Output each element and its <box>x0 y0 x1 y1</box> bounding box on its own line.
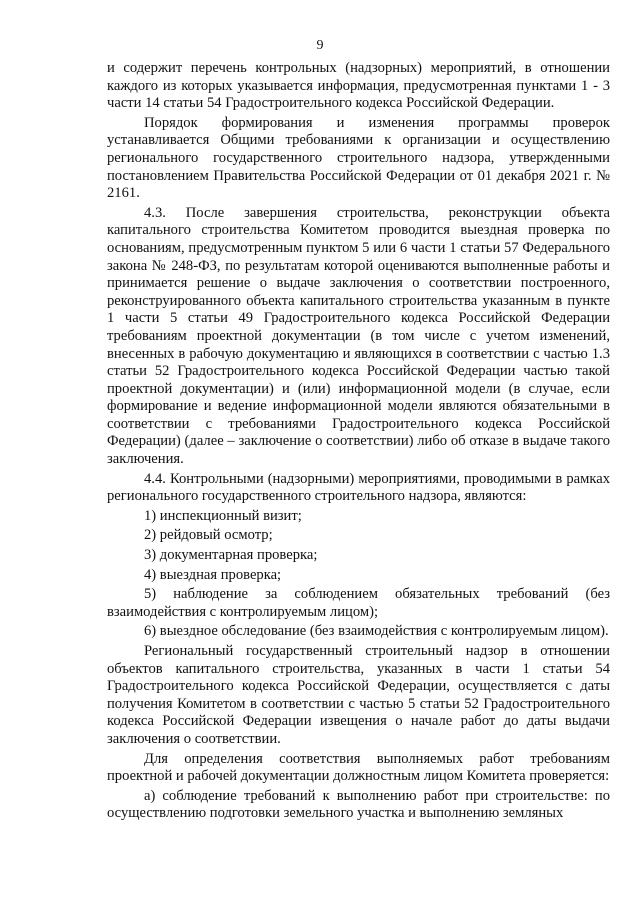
document-body <box>107 60 610 825</box>
paragraph-inspection-program-order: Порядок формирования и изменения программы проверок устанавливается Общими требованиями к организации и осуществлению регионального государственного строительного надзора, утвержденными постановлением Правительства Российской Федерации от 01 декабря 2021 г. № 2161. <box>107 114 610 202</box>
paragraph-regional-supervision: Региональный государственный строительный надзор в отношении объектов капитального строительства, указанных в части 1 статьи 54 Градостроительного кодекса Российской Федерации, осуществляется с даты получения Комитетом в соответствии с частью 5 статьи 52 Градостроительного кодекса Российской Федерации извещения о начале работ до даты выдачи заключения о соответствии. <box>107 643 610 747</box>
paragraph-compliance-check: Для определения соответствия выполняемых работ требованиям проектной и рабочей документации должностным лицом Комитета проверяется: <box>107 750 610 785</box>
list-item-5: 5) наблюдение за соблюдением обязательных требований (без взаимодействия с контролируемым лицом); <box>107 586 610 620</box>
list-item-2: 2) рейдовый осмотр; <box>144 527 273 544</box>
paragraph-4-3: 4.3. После завершения строительства, реконструкции объекта капитального строительства Комитетом проводится выездная проверка по основаниям, предусмотренным пунктом 5 или 6 части 1 статьи 57 Федерального закона № 248-ФЗ, по результатам которой оцениваются выполненные работы и принимается решение о выдаче заключения о соответствии построенного, реконструированного объекта капитального строительства указанным в пункте 1 части 5 статьи 49 Градостроительного кодекса Российской Федерации требованиям проектной документации (в том числе с учетом изменений, внесенных в рабочую документацию и являющихся в соответствии с частью 1.3 статьи 52 Градостроительного кодекса Российской Федерации частью такой проектной документации) и (или) информационной модели (в случае, если формирование и ведение информационной модели являются обязательными в соответствии с требованиями Градостроительного кодекса Российской Федерации) (далее – заключение о соответствии) либо об отказе в выдаче такого заключения. <box>107 204 610 468</box>
paragraph-4-4: 4.4. Контрольными (надзорными) мероприятиями, проводимыми в рамках регионального государственного строительного надзора, являются: <box>107 470 610 505</box>
page-number: 9 <box>316 38 324 53</box>
list-item-4: 4) выездная проверка; <box>144 566 282 583</box>
paragraph-item-a: а) соблюдение требований к выполнению работ при строительстве: по осуществлению подготовки земельного участка и выполнению земляных <box>107 787 610 822</box>
list-item-1: 1) инспекционный визит; <box>144 507 302 524</box>
list-item-3: 3) документарная проверка; <box>144 547 318 564</box>
paragraph-continuation: и содержит перечень контрольных (надзорных) мероприятий, в отношении каждого из которых указывается информация, предусмотренная пунктами 1 - 3 части 14 статьи 54 Градостроительного кодекса Российской Федерации. <box>107 60 610 112</box>
list-item-6: 6) выездное обследование (без взаимодействия с контролируемым лицом). <box>144 623 609 640</box>
